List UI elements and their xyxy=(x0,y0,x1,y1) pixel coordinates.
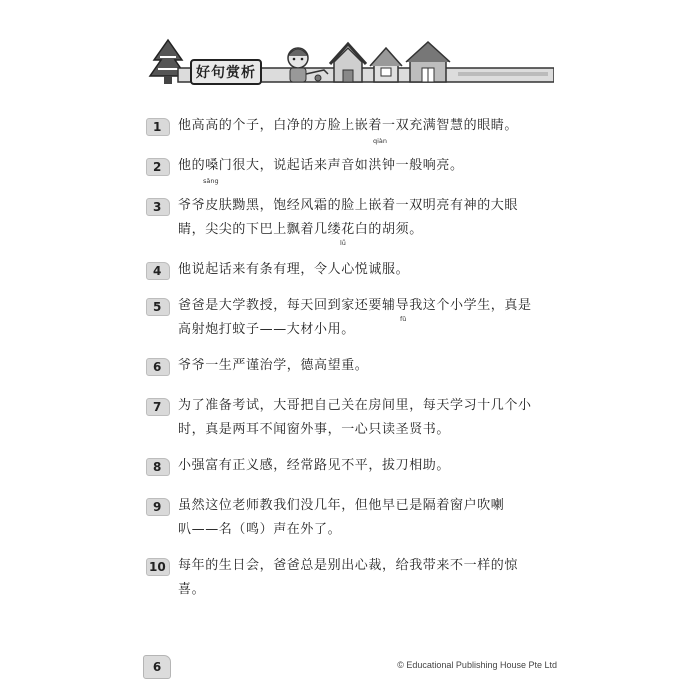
house-icon xyxy=(330,44,366,82)
pinyin-annotation: lǚ xyxy=(340,239,346,247)
number-badge: 2 xyxy=(146,158,170,176)
pinyin-annotation: qiàn xyxy=(373,137,388,145)
copyright-notice: © Educational Publishing House Pte Ltd xyxy=(397,660,557,670)
house-icon xyxy=(370,48,402,82)
house-icon xyxy=(406,42,450,82)
pinyin-annotation: fǔ xyxy=(400,315,407,323)
number-badge: 10 xyxy=(146,558,170,576)
number-badge: 8 xyxy=(146,458,170,476)
pinyin-annotation: sǎng xyxy=(203,177,219,185)
section-title: 好句赏析 xyxy=(196,65,256,81)
number-badge: 3 xyxy=(146,198,170,216)
number-badge: 1 xyxy=(146,118,170,136)
section-header xyxy=(148,38,554,92)
number-badge: 4 xyxy=(146,262,170,280)
section-title-box xyxy=(190,59,262,85)
number-badge: 5 xyxy=(146,298,170,316)
number-badge: 7 xyxy=(146,398,170,416)
page-number: 6 xyxy=(143,655,171,679)
number-badge: 6 xyxy=(146,358,170,376)
number-badge: 9 xyxy=(146,498,170,516)
